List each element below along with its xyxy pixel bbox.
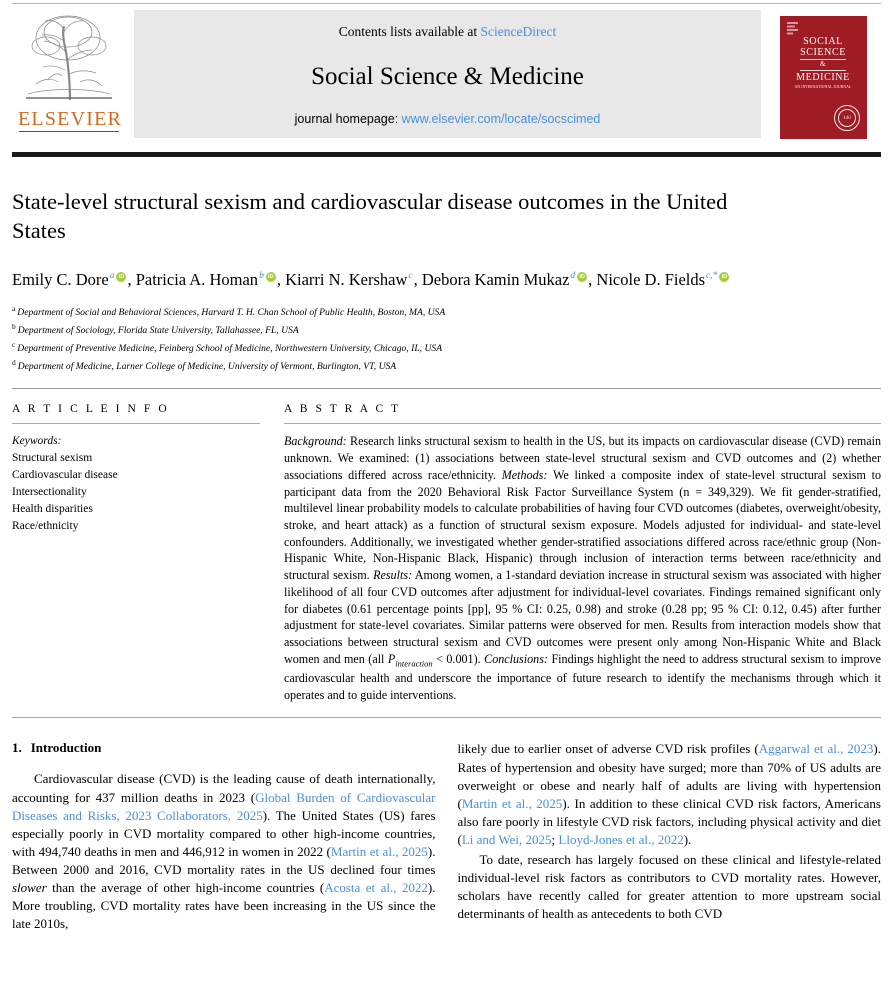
journal-banner <box>134 10 761 138</box>
author-name[interactable]: Debora Kamin Mukaz <box>421 269 570 289</box>
keyword-item: Race/ethnicity <box>12 520 79 533</box>
cover-line-1: SOCIAL <box>803 36 843 47</box>
affiliation-mark: b <box>12 322 16 332</box>
author-name[interactable]: Nicole D. Fields <box>596 269 706 289</box>
affiliation-mark: c <box>12 339 16 349</box>
contents-list-line <box>339 24 556 40</box>
left-column-paragraphs <box>12 770 436 933</box>
p-value-subscript: interaction <box>395 658 433 669</box>
author-affiliation-mark[interactable]: b <box>259 271 264 281</box>
right-column-paragraphs <box>458 740 882 923</box>
journal-homepage-line <box>295 112 601 126</box>
elsevier-underline <box>19 131 119 132</box>
affiliation-item: $^b$ Department of Sociology, Florida State University, Tallahassee, FL, USA <box>12 322 299 337</box>
citation-link[interactable]: Martin et al., 2025 <box>330 843 428 859</box>
abstract-section-label: Background: <box>284 434 347 449</box>
body-column-right <box>458 740 882 935</box>
cover-seal-text: 140 <box>838 109 856 127</box>
author-name[interactable]: Emily C. Dore <box>12 269 109 289</box>
elsevier-tree-icon <box>18 8 120 108</box>
author-name[interactable]: Patricia A. Homan <box>135 269 259 289</box>
citation-link[interactable]: Aggarwal et al., 2023 <box>758 741 874 757</box>
title-block <box>0 157 893 374</box>
sciencedirect-link[interactable]: ScienceDirect <box>480 24 557 39</box>
emphasis-text: slower <box>12 879 47 895</box>
abstract-section-label: Conclusions: <box>484 651 548 666</box>
abstract-underline <box>284 423 881 424</box>
cover-line-2: SCIENCE <box>800 47 846 59</box>
elsevier-mark-icon <box>787 22 798 35</box>
affiliation-item: $^c$ Department of Preventive Medicine, Feinberg School of Medicine, Northwestern University, Chicago, IL, USA <box>12 339 443 355</box>
cover-subtitle: AN INTERNATIONAL JOURNAL <box>794 85 852 90</box>
p-value-symbol: P <box>387 651 396 666</box>
citation-link[interactable]: Lloyd-Jones et al., 2022 <box>558 831 684 847</box>
homepage-prefix: journal homepage: <box>294 112 402 126</box>
body-columns <box>0 718 893 935</box>
affiliation-mark: d <box>12 357 16 367</box>
journal-homepage-link[interactable]: www.elsevier.com/locate/socscimed <box>401 112 601 126</box>
cover-ampersand: & <box>819 60 827 69</box>
abstract-heading: A B S T R A C T <box>284 403 401 416</box>
citation-link[interactable]: Global Burden of Cardiovascular Diseases and Risks, 2023 Collaborators, 2025 <box>12 789 436 823</box>
citation-link[interactable]: Acosta et al., 2022 <box>324 879 428 895</box>
author-affiliation-mark[interactable]: a <box>109 271 115 281</box>
abstract-text <box>284 433 881 703</box>
affiliation-list <box>12 303 881 374</box>
body-paragraph: likely due to earlier onset of adverse CVD risk profiles (Aggarwal et al., 2023). Rates of hypertension and obesity have surged; more than 70% of US adults are overweight or obese and nearly half of adults are living with hypertension (Martin et al., 2025). In addition to these clinical CVD risk factors, Americans also fare poorly in lifestyle CVD risk factors, including physical activity and diet (Li and Wei, 2025; Lloyd-Jones et al., 2022). <box>457 741 881 847</box>
keyword-item: Health disparities <box>12 503 93 516</box>
affiliation-item: $^a$ Department of Social and Behavioral Sciences, Harvard T. H. Chan School of Public Health, Boston, MA, USA <box>12 304 446 319</box>
journal-header <box>0 0 893 152</box>
citation-link[interactable]: Li and Wei, 2025 <box>461 831 552 847</box>
article-info-underline <box>12 423 260 424</box>
abstract-section-label: Results: <box>373 568 413 583</box>
orcid-icon[interactable] <box>266 272 276 282</box>
abstract-section-label: Methods: <box>501 467 548 482</box>
body-paragraph: To date, research has largely focused on these clinical and lifestyle-related individual-level risk factors as contributors to CVD mortality rates. However, scholars have recently called for greater attention to more upstream social determinants of health as antecedents to both CVD <box>457 851 881 922</box>
citation-link[interactable]: Martin et al., 2025 <box>461 795 563 811</box>
keyword-item: Cardiovascular disease <box>12 469 118 482</box>
journal-cover-thumbnail[interactable] <box>769 6 881 142</box>
keyword-item: Structural sexism <box>12 452 93 465</box>
cover-line-4: MEDICINE <box>796 72 850 84</box>
orcid-icon[interactable] <box>577 272 587 282</box>
affiliation-mark: a <box>12 304 16 314</box>
author-affiliation-mark[interactable]: c <box>408 271 413 281</box>
elsevier-wordmark: ELSEVIER <box>18 108 123 130</box>
author-affiliation-mark[interactable]: c,* <box>706 271 718 281</box>
body-column-left <box>12 740 436 935</box>
article-info-heading: A R T I C L E I N F O <box>12 403 170 416</box>
article-info-column <box>12 403 260 703</box>
author-affiliation-mark[interactable]: d <box>570 271 576 281</box>
contents-prefix: Contents lists available at <box>338 24 481 39</box>
section-number: 1. <box>12 740 22 756</box>
author-list: Emily C. Dore$^a$ iD , Patricia A. Homan$^b$ iD , Kiarri N. Kershaw$^c$, Debora Kamin Mukaz$^d$ iD , Nicole D. Fields$^{c,*}$iD <box>12 268 802 292</box>
elsevier-logo <box>12 6 126 142</box>
orcid-icon[interactable] <box>719 272 729 282</box>
body-paragraph: Cardiovascular disease (CVD) is the leading cause of death internationally, accounting for 437 million deaths in 2023 (Global Burden of Cardiovascular Diseases and Risks, 2023 Collaborators, 2025). The United States (US) fares especially poorly in CVD mortality compared to other high-income countries, with 494,740 deaths in men and 446,912 in women in 2022 (Martin et al., 2025). Between 2000 and 2016, CVD mortality rates in the US declined four times slower than the average of other high-income countries (Acosta et al., 2022). More troubling, CVD mortality rates have been increasing in the US since the late 2010s, <box>12 771 436 931</box>
journal-name: Social Science & Medicine <box>311 63 584 90</box>
orcid-icon[interactable] <box>116 272 126 282</box>
keywords-list <box>12 450 260 535</box>
keywords-label: Keywords: <box>12 435 62 448</box>
author-name[interactable]: Kiarri N. Kershaw <box>285 269 408 289</box>
affiliation-item: $^d$ Department of Medicine, Larner College of Medicine, University of Vermont, Burlington, VT, USA <box>12 357 397 372</box>
abstract-column <box>284 403 881 703</box>
page-title: State-level structural sexism and cardiovascular disease outcomes in the United States <box>12 189 728 244</box>
abstract-paragraph: Background: Research links structural sexism to health in the US, but its impacts on cardiovascular disease (CVD) remain unknown. We examined: (1) associations between state-level structural sexism and CVD outcomes and (2) whether associations differed across race/ethnicity. Methods: We linked a composite index of state-level structural sexism to participant data from the 2020 Behavioral Risk Factor Surveillance System (n = 349,329). We fit gender-stratified, multilevel linear probability models to calculate probabilities of having four CVD outcomes (diabetes, overweight/obesity, stroke, and heart attack) as a function of structural sexism exposure. Models adjusted for individual- and state-level confounders. Additionally, we investigated whether gender-stratified associations differed across race/ethnic group (Non-Hispanic White, Non-Hispanic Black, Hispanic) through inclusion of interaction terms between race/ethnicity and structural sexism. Results: Among women, a 1-standard deviation increase in structural sexism was associated with higher likelihood of all four CVD outcomes after adjustment for individual-level covariates. Findings remained significant only for diabetes (0.61 percentage points [pp], 95 % CI: 0.25, 0.98) and stroke (0.28 pp; 95 % CI: 0.12, 0.45) after further adjustment for state-level covariates. Similar patterns were observed for men. Results from interaction models show that associations between structural sexism and CVD outcomes were present only among Non-Hispanic White and Black women and men (all $P_{interaction} < 0.001$). Conclusions: Findings highlight the need to address structural sexism to improve cardiovascular health and underscore the importance of future research to identify the mechanisms through which it operates and to guide interventions. <box>284 434 882 702</box>
header-top-rule <box>12 3 881 4</box>
cover-anniversary-seal <box>834 105 860 131</box>
cover-title-text <box>769 36 877 89</box>
keyword-item: Intersectionality <box>12 486 87 499</box>
section-heading-introduction <box>12 740 436 756</box>
section-title: Introduction <box>30 740 102 756</box>
